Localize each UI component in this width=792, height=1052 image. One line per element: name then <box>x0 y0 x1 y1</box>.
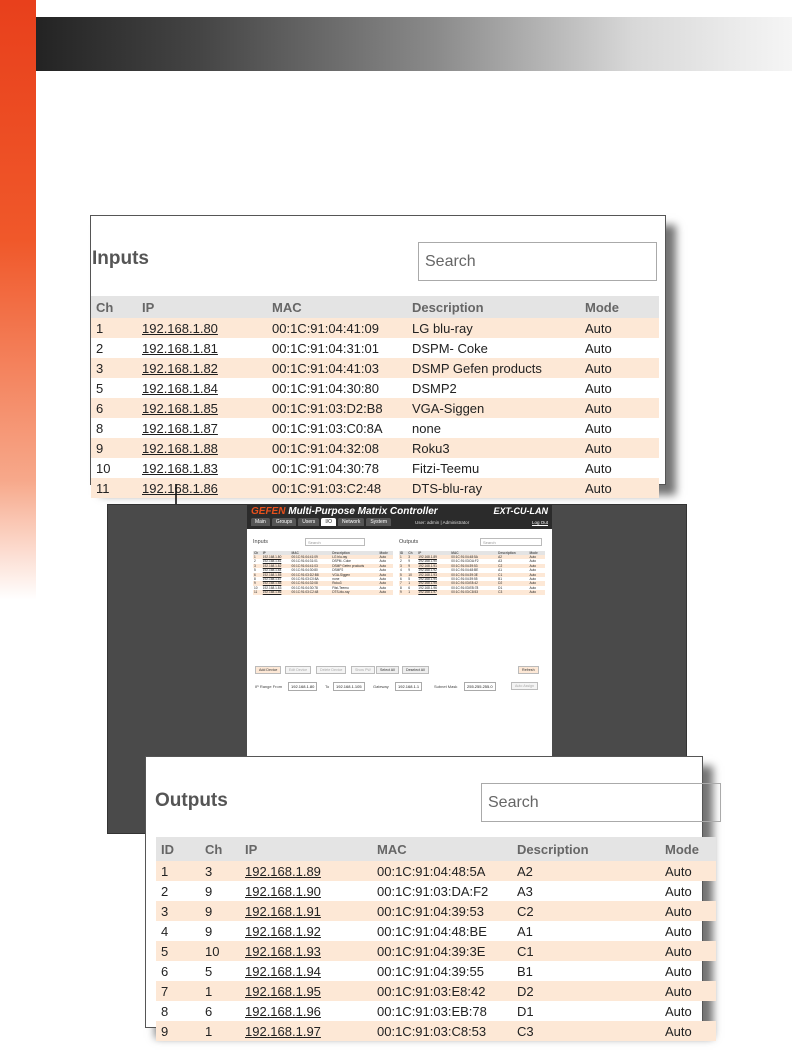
cell-ch: 1 <box>200 1021 240 1041</box>
mini-col-ch[interactable]: Ch <box>253 551 262 555</box>
cell-desc: D2 <box>512 981 660 1001</box>
cell-id: 2 <box>161 883 169 899</box>
select-all-button[interactable]: Select All <box>376 666 399 674</box>
cell-mac: 00:1C:91:03:EB:78 <box>377 1003 487 1019</box>
cell-mode: Auto <box>665 1003 692 1019</box>
cell-ip <box>240 961 372 981</box>
ip-link[interactable]: 192.168.1.95 <box>245 983 321 999</box>
mini-outputs-search[interactable]: Search <box>480 538 542 546</box>
app-header <box>247 505 552 529</box>
mini-cell-desc: A3 <box>498 559 503 564</box>
mini-cell-desc: VGA-Siggen <box>331 573 378 577</box>
cell-mac: 00:1C:91:03:C0:8A <box>272 420 383 436</box>
cell-mode: Auto <box>660 981 716 1001</box>
mini-col-ch[interactable]: Ch <box>407 551 417 555</box>
cell-id: 6 <box>161 963 169 979</box>
cell-desc: A3 <box>517 883 533 899</box>
mini-cell-id: 6 <box>400 577 402 582</box>
mini-cell-ch: 2 <box>254 559 256 564</box>
mini-cell-mac: 00:1C:91:04:41:09 <box>291 555 332 559</box>
mini-cell-ch: 6 <box>408 585 411 590</box>
mini-col-desc[interactable]: Description <box>497 551 528 555</box>
cell-mode: Auto <box>580 398 659 418</box>
cell-ip <box>240 901 372 921</box>
cell-mac: 00:1C:91:04:30:78 <box>272 460 379 476</box>
ip-link[interactable]: 192.168.1.82 <box>142 360 218 376</box>
mini-cell-ip: 192.168.1.83 <box>262 585 282 590</box>
table-row[interactable] <box>156 921 716 941</box>
mini-cell-mac: 00:1C:91:04:39:53 <box>450 564 497 568</box>
cell-desc: DSMP Gefen products <box>407 358 580 378</box>
mini-outputs-table <box>399 551 545 595</box>
table-row[interactable] <box>156 1021 716 1041</box>
cell-ip <box>240 1001 372 1021</box>
cell-mode: Auto <box>585 460 612 476</box>
inputs_zoom-col-desc[interactable]: Description <box>407 296 580 318</box>
mini-cell-id: 2 <box>400 559 402 564</box>
cell-ch: 9 <box>200 901 240 921</box>
edit-device-button[interactable]: Edit Device <box>285 666 311 674</box>
mini-cell-desc: none <box>332 577 340 582</box>
ip-link[interactable]: 192.168.1.81 <box>142 340 218 356</box>
mini-cell-ip: 192.168.1.92 <box>418 568 437 573</box>
ip-link[interactable]: 192.168.1.89 <box>245 863 321 879</box>
logout-link[interactable]: Log Out <box>531 520 548 525</box>
mini-cell-ch: 1 <box>253 555 262 559</box>
table-row[interactable] <box>156 941 716 961</box>
main-nav <box>251 518 391 526</box>
ip-link[interactable]: 192.168.1.91 <box>245 903 321 919</box>
mini-cell-mode: Auto <box>379 581 393 585</box>
cell-mac: 00:1C:91:04:41:03 <box>267 358 407 378</box>
cell-mac: 00:1C:91:04:30:80 <box>272 380 379 396</box>
ip-range-from-field[interactable]: 192.168.1.80 <box>288 682 317 691</box>
mini-table-row[interactable] <box>253 590 393 594</box>
show-pw-button[interactable]: Show PW <box>351 666 375 674</box>
cell-ip <box>240 981 372 1001</box>
ip-link[interactable]: 192.168.1.86 <box>142 480 218 496</box>
outputs-zoom-table <box>156 837 716 1041</box>
mini-cell-ip: 192.168.1.96 <box>418 585 437 590</box>
mini-cell-ch: 1 <box>407 590 417 594</box>
mini-cell-mode: Auto <box>528 564 545 568</box>
mini-cell-mode: Auto <box>379 585 387 590</box>
mini-cell-desc: B1 <box>498 577 503 582</box>
cell-mode: Auto <box>665 883 692 899</box>
cell-id: 3 <box>156 901 200 921</box>
cell-mode: Auto <box>660 1021 716 1041</box>
cell-ch: 1 <box>91 318 137 338</box>
delete-device-button[interactable]: Delete Device <box>316 666 346 674</box>
user-info: User: admin | Administrator <box>415 520 470 525</box>
mini-cell-mac: 00:1C:91:04:39:3E <box>450 573 497 577</box>
cell-desc: DTS-blu-ray <box>407 478 580 498</box>
ip-link[interactable]: 192.168.1.92 <box>245 923 321 939</box>
outputs_zoom-col-mode[interactable]: Mode <box>660 837 716 861</box>
cell-desc: C1 <box>512 941 660 961</box>
mini-cell-desc: C1 <box>497 573 528 577</box>
deselect-all-button[interactable]: Deselect All <box>402 666 429 674</box>
cell-ch: 9 <box>205 923 213 939</box>
mini-cell-desc: D2 <box>497 581 528 585</box>
tab-groups[interactable]: Groups <box>272 518 296 526</box>
cell-desc: C2 <box>512 901 660 921</box>
cell-ch: 9 <box>91 438 137 458</box>
cell-mode: Auto <box>580 358 659 378</box>
cell-mode: Auto <box>580 318 659 338</box>
cell-desc: C3 <box>512 1021 660 1041</box>
cell-ip <box>240 881 372 901</box>
mini-cell-mode: Auto <box>379 573 393 577</box>
cell-desc: LG blu-ray <box>407 318 580 338</box>
mini-cell-mode: Auto <box>529 559 536 564</box>
mini-cell-id: 4 <box>400 568 402 573</box>
subnet-mask-field[interactable]: 255.255.255.0 <box>464 682 496 691</box>
inputs_zoom-col-mac[interactable]: MAC <box>267 296 407 318</box>
mini-cell-mac: 00:1C:91:04:41:03 <box>291 564 332 568</box>
mini-cell-ip: 192.168.1.81 <box>262 559 282 564</box>
cell-desc: none <box>412 420 441 436</box>
cell-ip <box>240 921 372 941</box>
cell-mode: Auto <box>580 478 659 498</box>
cell-mac: 00:1C:91:04:39:55 <box>377 963 484 979</box>
mini-outputs-title: Outputs <box>399 539 419 545</box>
mini-cell-mode: Auto <box>528 581 545 585</box>
add-device-button[interactable]: Add Device <box>255 666 281 674</box>
ip-link[interactable]: 192.168.1.80 <box>142 320 218 336</box>
mini-cell-desc: C2 <box>497 564 528 568</box>
cell-mac: 00:1C:91:04:32:08 <box>267 438 407 458</box>
cell-mode: Auto <box>665 923 692 939</box>
mini-cell-desc: D1 <box>498 585 503 590</box>
ip-link[interactable]: 192.168.1.84 <box>142 380 218 396</box>
mini-cell-ch: 11 <box>253 590 262 594</box>
mini-cell-ip: 192.168.1.90 <box>418 559 437 564</box>
cell-ch: 8 <box>96 420 104 436</box>
mini-cell-ip: 192.168.1.97 <box>417 590 450 594</box>
mini-cell-mac: 00:1C:91:03:E8:42 <box>450 581 497 585</box>
mini-table-row[interactable] <box>399 590 545 594</box>
mini-cell-mode: Auto <box>529 585 536 590</box>
mini-cell-ch: 8 <box>254 577 256 582</box>
ip-link[interactable]: 192.168.1.90 <box>245 883 321 899</box>
mini-cell-ch: 6 <box>253 573 262 577</box>
cell-mac: 00:1C:91:03:C2:48 <box>267 478 407 498</box>
inputs_zoom-col-ip[interactable]: IP <box>137 296 267 318</box>
mini-col-mac[interactable]: MAC <box>450 551 497 555</box>
mini-cell-ip: 192.168.1.93 <box>417 573 450 577</box>
cell-id: 4 <box>161 923 169 939</box>
ip-range-to-field[interactable]: 192.168.1.105 <box>333 682 365 691</box>
outputs_zoom-col-id[interactable]: ID <box>156 837 200 861</box>
table-row[interactable] <box>156 901 716 921</box>
ip-range-from-label: IP Range From <box>255 684 283 689</box>
cell-mac: 00:1C:91:04:39:53 <box>372 901 512 921</box>
inputs_zoom-col-ch[interactable]: Ch <box>91 296 137 318</box>
ip-link[interactable]: 192.168.1.88 <box>142 440 218 456</box>
mini-cell-mode: Auto <box>529 568 536 573</box>
cell-ch: 6 <box>91 398 137 418</box>
ip-link[interactable]: 192.168.1.85 <box>142 400 218 416</box>
mini-cell-mode: Auto <box>379 564 393 568</box>
cell-ip <box>240 861 372 881</box>
cell-id: 7 <box>156 981 200 1001</box>
mini-cell-ip: 192.168.1.82 <box>262 564 291 568</box>
cell-desc: DSPM- Coke <box>412 340 488 356</box>
mini-cell-mode: Auto <box>379 568 387 573</box>
cell-mode: Auto <box>580 438 659 458</box>
model-name: EXT-CU-LAN <box>493 506 548 516</box>
cell-mode: Auto <box>665 963 692 979</box>
mini-cell-mode: Auto <box>528 573 545 577</box>
mini-cell-mac: 00:1C:91:04:32:08 <box>291 581 332 585</box>
mini-cell-ch: 5 <box>254 568 256 573</box>
mini-cell-mode: Auto <box>529 577 536 582</box>
subnet-mask-label: Subnet Mask <box>434 684 458 689</box>
mini-cell-desc: DSPM- Coke <box>332 559 351 564</box>
cell-desc: Roku3 <box>407 438 580 458</box>
ip-link[interactable]: 192.168.1.87 <box>142 420 218 436</box>
cell-mac: 00:1C:91:04:48:BE <box>377 923 487 939</box>
mini-cell-ip: 192.168.1.88 <box>262 581 291 585</box>
outputs_zoom-col-desc[interactable]: Description <box>512 837 660 861</box>
mini-cell-mode: Auto <box>528 590 545 594</box>
mini-col-id[interactable]: ID <box>399 551 407 555</box>
cell-ch: 10 <box>200 941 240 961</box>
cell-mac: 00:1C:91:03:DA:F2 <box>377 883 489 899</box>
ip-link[interactable]: 192.168.1.83 <box>142 460 218 476</box>
gefen-logo: GEFEN <box>251 506 286 517</box>
cell-mode: Auto <box>660 861 716 881</box>
mini-cell-desc: DSMP2 <box>332 568 344 573</box>
outputs_zoom-col-mac[interactable]: MAC <box>372 837 512 861</box>
cell-id: 1 <box>156 861 200 881</box>
mini-cell-mac: 00:1C:91:03:C2:48 <box>291 590 332 594</box>
mini-cell-mac: 00:1C:91:04:48:BE <box>451 568 479 573</box>
cell-mac: 00:1C:91:03:D2:B8 <box>267 398 407 418</box>
mini-cell-id: 8 <box>400 585 402 590</box>
mini-cell-mac: 00:1C:91:04:48:5A <box>450 555 497 559</box>
mini-cell-ch: 3 <box>407 555 417 559</box>
ip-link[interactable]: 192.168.1.96 <box>245 1003 321 1019</box>
cell-desc: D1 <box>517 1003 534 1019</box>
mini-cell-ip: 192.168.1.91 <box>417 564 450 568</box>
cell-id: 5 <box>156 941 200 961</box>
cell-mac: 00:1C:91:04:39:3E <box>372 941 512 961</box>
mini-cell-ip: 192.168.1.95 <box>417 581 450 585</box>
mini-cell-id: 9 <box>399 590 407 594</box>
outputs_zoom-col-ip[interactable]: IP <box>240 837 372 861</box>
mini-cell-ip: 192.168.1.85 <box>262 573 291 577</box>
cell-mac: 00:1C:91:04:31:01 <box>272 340 379 356</box>
cell-desc: A1 <box>517 923 533 939</box>
mini-cell-ch: 10 <box>407 573 417 577</box>
mini-cell-desc: DSMP Gefen products <box>331 564 378 568</box>
mini-cell-mode: Auto <box>528 555 545 559</box>
cell-mac: 00:1C:91:03:C8:53 <box>372 1021 512 1041</box>
cell-desc: VGA-Siggen <box>407 398 580 418</box>
table-row[interactable] <box>156 981 716 1001</box>
mini-cell-mac: 00:1C:91:03:EB:78 <box>451 585 479 590</box>
mini-cell-ch: 1 <box>407 581 417 585</box>
outputs-zoom-panel <box>145 756 703 1039</box>
tab-users[interactable]: Users <box>298 518 319 526</box>
refresh-button[interactable]: Refresh <box>518 666 539 674</box>
tab-system[interactable]: System <box>366 518 391 526</box>
mini-cell-ip: 192.168.1.89 <box>417 555 450 559</box>
cell-ch: 10 <box>96 460 111 476</box>
mini-cell-mode: Auto <box>379 577 387 582</box>
mini-cell-ch: 9 <box>253 581 262 585</box>
mini-cell-ch: 5 <box>408 577 411 582</box>
inputs_zoom-col-mode[interactable]: Mode <box>580 296 659 318</box>
cell-mode: Auto <box>660 941 716 961</box>
mini-inputs-title: Inputs <box>253 539 268 545</box>
cell-ip <box>240 1021 372 1041</box>
cell-ch: 1 <box>200 981 240 1001</box>
cell-mac: 00:1C:91:04:41:09 <box>267 318 407 338</box>
mini-inputs-search[interactable]: Search <box>305 538 365 546</box>
inputs-zoom-title: Inputs <box>92 248 149 269</box>
table-row[interactable] <box>156 881 716 901</box>
table-row[interactable] <box>156 861 716 881</box>
mini-cell-mac: 00:1C:91:03:C0:8A <box>291 577 319 582</box>
cell-desc: B1 <box>517 963 533 979</box>
mini-col-desc[interactable]: Description <box>331 551 378 555</box>
mini-cell-desc: DTS-blu-ray <box>331 590 378 594</box>
ip-link[interactable]: 192.168.1.93 <box>245 943 321 959</box>
auto-assign-button[interactable]: Auto Assign <box>511 682 538 690</box>
cell-mode: Auto <box>660 901 716 921</box>
mini-cell-id: 7 <box>399 581 407 585</box>
table-row[interactable] <box>156 961 716 981</box>
mini-cell-ch: 3 <box>253 564 262 568</box>
cell-id: 9 <box>156 1021 200 1041</box>
cell-ch: 6 <box>205 1003 213 1019</box>
mini-inputs-table <box>253 551 393 595</box>
mini-col-mode[interactable]: Mode <box>379 551 393 555</box>
mini-col-ip[interactable]: IP <box>417 551 450 555</box>
mini-cell-id: 3 <box>399 564 407 568</box>
mini-cell-id: 1 <box>399 555 407 559</box>
mini-cell-id: 5 <box>399 573 407 577</box>
mini-cell-mode: Auto <box>379 555 393 559</box>
mini-cell-ip: 192.168.1.84 <box>262 568 282 573</box>
cell-ch: 3 <box>91 358 137 378</box>
outputs-zoom-title: Outputs <box>155 790 228 811</box>
gateway-label: Gateway <box>373 684 389 689</box>
mini-cell-mac: 00:1C:91:04:30:80 <box>291 568 318 573</box>
gateway-field[interactable]: 192.168.1.1 <box>395 682 422 691</box>
mini-cell-ip: 192.168.1.86 <box>262 590 291 594</box>
mini-cell-mac: 00:1C:91:04:30:78 <box>291 585 318 590</box>
cell-ch: 5 <box>205 963 213 979</box>
tab-main[interactable]: Main <box>251 518 270 526</box>
mini-cell-ip: 192.168.1.94 <box>418 577 437 582</box>
mini-cell-desc: Fitzi-Teemu <box>332 585 349 590</box>
cell-mac: 00:1C:91:03:E8:42 <box>372 981 512 1001</box>
cell-id: 8 <box>161 1003 169 1019</box>
tab-io[interactable]: I/O <box>321 518 336 526</box>
mini-cell-mac: 00:1C:91:04:31:01 <box>291 559 318 564</box>
mini-cell-desc: LG blu-ray <box>331 555 378 559</box>
table-row[interactable] <box>156 1001 716 1021</box>
mini-cell-ch: 9 <box>408 559 411 564</box>
mini-cell-ip: 192.168.1.80 <box>262 555 291 559</box>
cell-ip <box>240 941 372 961</box>
cell-desc: Fitzi-Teemu <box>412 460 480 476</box>
ip-link[interactable]: 192.168.1.97 <box>245 1023 321 1039</box>
mini-cell-desc: Roku3 <box>331 581 378 585</box>
mini-cell-ip: 192.168.1.87 <box>262 577 282 582</box>
cell-ch: 5 <box>96 380 104 396</box>
cell-desc: DSMP2 <box>412 380 457 396</box>
outputs-zoom-search-input[interactable]: Search <box>481 783 721 822</box>
mini-cell-mac: 00:1C:91:03:D2:B8 <box>291 573 332 577</box>
cell-mode: Auto <box>585 420 612 436</box>
cell-ch: 9 <box>205 883 213 899</box>
inputs-zoom-search-input[interactable]: Search <box>418 242 657 281</box>
cell-mode: Auto <box>585 340 612 356</box>
cell-ch: 2 <box>96 340 104 356</box>
mini-cell-mode: Auto <box>379 559 387 564</box>
tab-network[interactable]: Network <box>338 518 364 526</box>
mini-cell-ch: 9 <box>407 564 417 568</box>
cell-ch: 11 <box>91 478 137 498</box>
mini-cell-mac: 00:1C:91:03:DA:F2 <box>451 559 479 564</box>
cell-desc: A2 <box>512 861 660 881</box>
mini-cell-mode: Auto <box>379 590 393 594</box>
cell-mac: 00:1C:91:04:48:5A <box>372 861 512 881</box>
mini-cell-mac: 00:1C:91:03:C8:53 <box>450 590 497 594</box>
cell-ch: 3 <box>200 861 240 881</box>
mini-cell-mac: 00:1C:91:04:39:55 <box>451 577 478 582</box>
outputs_zoom-col-ch[interactable]: Ch <box>200 837 240 861</box>
mini-col-mac[interactable]: MAC <box>291 551 332 555</box>
mini-cell-ch: 10 <box>254 585 258 590</box>
ip-link[interactable]: 192.168.1.94 <box>245 963 321 979</box>
mini-cell-desc: C3 <box>497 590 528 594</box>
mini-cell-desc: A2 <box>497 555 528 559</box>
ip-range-to-label: To <box>325 684 330 689</box>
mini-cell-ch: 9 <box>408 568 411 573</box>
mini-col-mode[interactable]: Mode <box>528 551 545 555</box>
mini-cell-desc: A1 <box>498 568 503 573</box>
cell-mode: Auto <box>585 380 612 396</box>
app-title: Multi-Purpose Matrix Controller <box>288 506 438 517</box>
mini-col-ip[interactable]: IP <box>262 551 291 555</box>
